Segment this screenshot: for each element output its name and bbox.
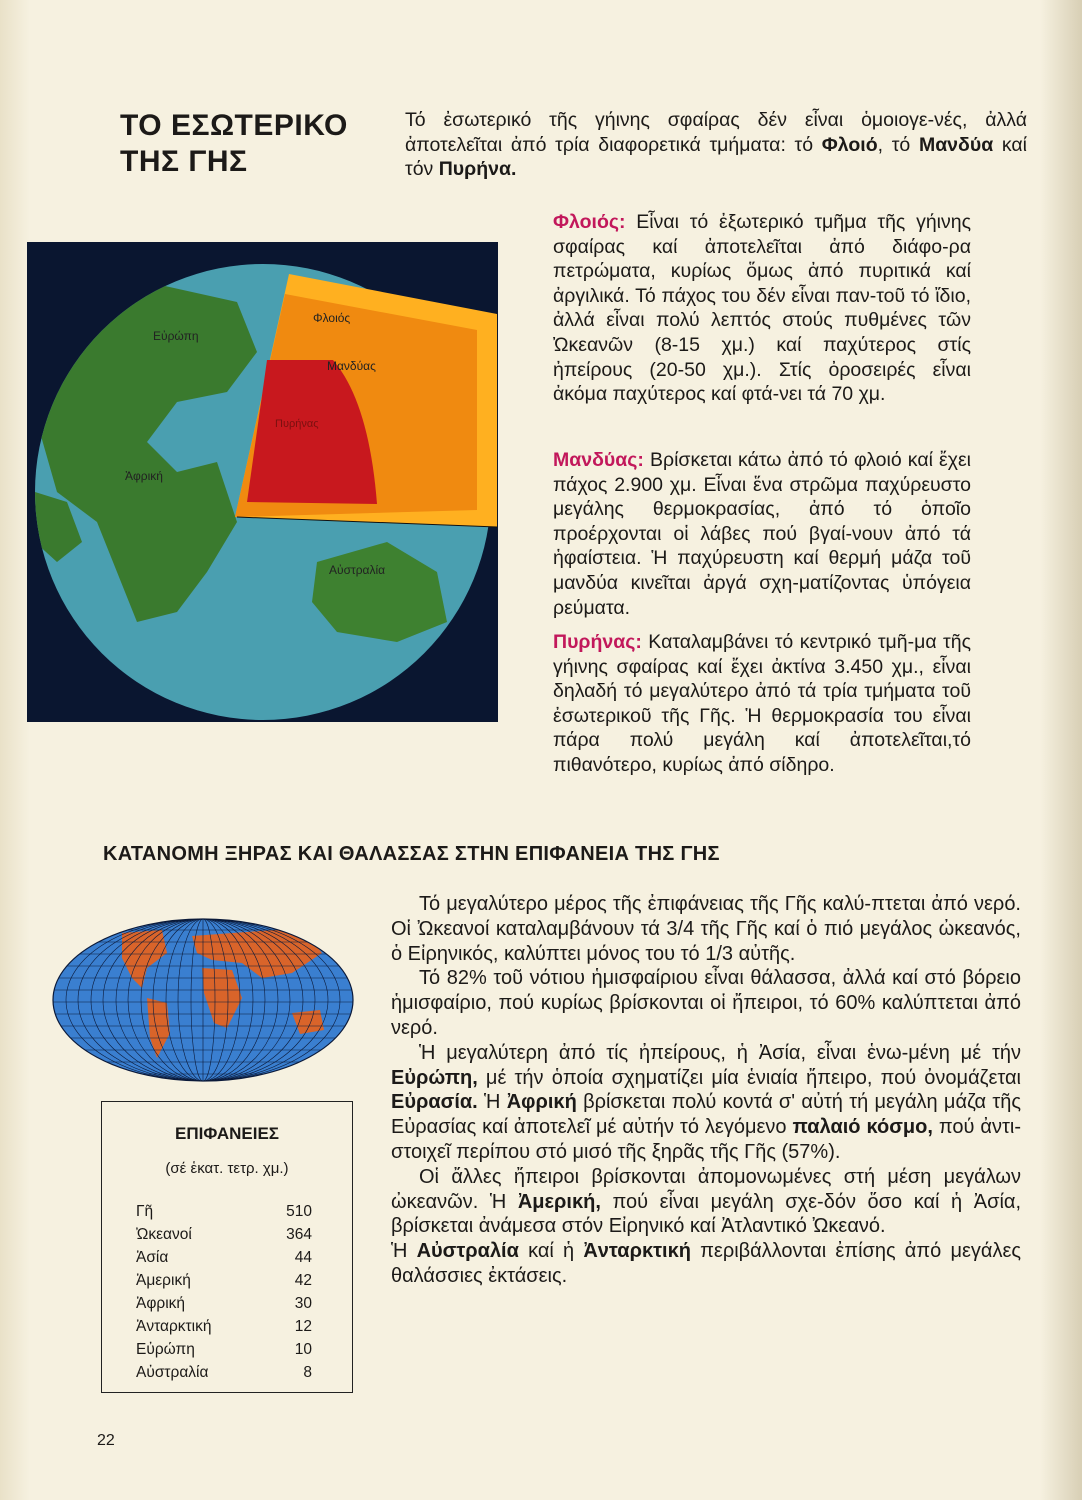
row-name: Ἀμερική [136, 1272, 191, 1289]
row-value: 10 [294, 1341, 312, 1358]
p4-text-a: Οἱ ἄλλες ἤπειροι βρίσκονται ἀπομονωμένες στή μέση μεγάλων ὠκεανῶν. Ἡ [391, 1165, 1021, 1213]
crust-term: Φλοιός: [553, 211, 626, 233]
intro-paragraph [405, 108, 1027, 182]
table-row [136, 1203, 312, 1225]
table-row [136, 1272, 312, 1294]
mantle-term: Μανδύας: [553, 449, 644, 471]
p3-text-d: Ἡ [477, 1091, 507, 1114]
p3-bold-africa: Ἀφρική [506, 1091, 577, 1114]
crust-text: Εἶναι τό ἐξωτερικό τμῆμα τῆς γήινης σφαίρας καί ἀποτελεῖται ἀπό διάφο-ρα πετρώματα, κυρίως ὅμως ἀπό πυριτικά καί ἀργιλικά. Τό πάχος του δέν εἶναι παν-τοῦ τό ἴδιο, ἀλλά εἶναι πολύ λεπτός στούς πυθμένες τῶν Ὠκεανῶν (8-15 χμ.) καί παχύτερος στίς ἠπείρους (20-50 χμ.). Στίς ὀροσειρές εἶναι ἀκόμα παχύτερος καί φτά-νει τά 70 χμ. [553, 211, 971, 406]
row-value: 8 [303, 1364, 312, 1381]
intro-text: Τό ἐσωτερικό τῆς γήινης σφαίρας δέν εἶναι ὁμοιογε-νές, ἀλλά ἀποτελεῖται ἀπό τρία διαφορετικά τμήματα: τό [405, 109, 1027, 156]
p5-text-a: Ἡ [391, 1240, 417, 1263]
mantle-text: Βρίσκεται κάτω ἀπό τό φλοιό καί ἔχει πάχος 2.900 χμ. Εἶναι ἕνα στρῶμα παχύρευστο μεγάλης θερμοκρασίας, ἀπό τό ὁποῖο προέρχονται οἱ λάβες πού βγαί-νουν ἀπό τά ἡφαίστεια. Ἡ παχύρευστη καί θερμή μάζα τοῦ μανδύα κινεῖται ἀργά σχη-ματίζοντας ὑπόγεια ρεύματα. [553, 449, 971, 619]
page-number: 22 [97, 1432, 115, 1449]
label-core: Πυρήνας [275, 418, 319, 430]
title-line-2: ΤΗΣ ΓΗΣ [120, 145, 248, 178]
row-name: Ἀφρική [136, 1295, 186, 1312]
intro-bold-crust: Φλοιό [821, 133, 878, 156]
row-name: Ἀσία [136, 1249, 169, 1266]
table-row [136, 1318, 312, 1340]
p5-bold-antarctica: Ἀνταρκτική [583, 1240, 691, 1263]
title-line-1: ΤΟ ΕΣΩΤΕΡΙΚΟ [120, 109, 348, 142]
earth-interior-illustration [27, 242, 498, 722]
table-unit: (σέ ἑκατ. τετρ. χμ.) [165, 1160, 289, 1177]
core-paragraph [553, 630, 971, 778]
mantle-paragraph [553, 448, 971, 620]
intro-text-2: , τό [877, 133, 919, 156]
table-row [136, 1295, 312, 1317]
intro-bold-core: Πυρήνα. [438, 158, 517, 181]
crust-paragraph [553, 210, 971, 407]
row-name: Ὠκεανοί [136, 1226, 192, 1243]
p5-bold-australia: Αὐστραλία [416, 1240, 519, 1263]
label-australia: Αὐστραλία [329, 563, 386, 577]
row-name: Γῆ [136, 1203, 154, 1220]
row-value: 12 [294, 1318, 312, 1335]
section2-p5 [391, 1240, 1021, 1287]
row-value: 510 [286, 1203, 312, 1220]
p4-bold-america: Ἀμερική, [517, 1190, 601, 1213]
surface-area-table [101, 1101, 353, 1393]
p4-text-c: πού εἶναι μεγάλη σχε-δόν ὅσο καί ἡ Ἀσία, βρίσκεται ἀνάμεσα στόν Εἰρηνικό καί Ἀτλαντικό Ὠκεανό. [391, 1190, 1022, 1238]
table-row [136, 1341, 312, 1363]
p3-text-a: Ἡ μεγαλύτερη ἀπό τίς ἠπείρους, ἡ Ἀσία, εἶναι ἑνω-μένη μέ τήν [419, 1041, 1021, 1064]
section2-body [391, 892, 1021, 1289]
section-heading: ΚΑΤΑΝΟΜΗ ΞΗΡΑΣ ΚΑΙ ΘΑΛΑΣΣΑΣ ΣΤΗΝ ΕΠΙΦΑΝΕΙΑ ΤΗΣ ΓΗΣ [103, 843, 720, 865]
table-row [136, 1249, 312, 1271]
core-term: Πυρήνας: [553, 631, 642, 653]
earth-globe-svg [27, 242, 498, 722]
section2-p3 [391, 1041, 1021, 1165]
p3-bold-europe: Εὐρώπη, [391, 1066, 478, 1089]
table-title: ΕΠΙΦΑΝΕΙΕΣ [175, 1124, 279, 1143]
row-name: Αὐστραλία [136, 1364, 209, 1381]
section2-p2: Τό 82% τοῦ νότιου ἡμισφαίριου εἶναι θάλασσα, ἀλλά καί στό βόρειο ἡμισφαίριο, πού κυρίως βρίσκονται οἱ ἤπειροι, τό 60% καλύπτεται ἀπό νερό. [391, 967, 1021, 1039]
p3-text-f: πού ἀντι-στοιχεῖ περίπου στό μισό τῆς ξηρᾶς τῆς Γῆς (57%). [391, 1116, 1021, 1163]
row-value: 364 [286, 1226, 312, 1243]
row-value: 44 [294, 1249, 312, 1266]
core-text: Καταλαμβάνει τό κεντρικό τμῆ-μα τῆς γήινης σφαίρας καί ἔχει ἀκτίνα 3.450 χμ., εἶναι δηλαδή τό μεγαλύτερο ἀπό τά τρία τμήματα τοῦ ἐσωτερικοῦ τῆς Γῆς. Ἡ θερμοκρασία του εἶναι πάρα πολύ μεγάλη καί ἀποτελεῖται,τό πιθανότερο, κυρίως ἀπό σίδηρο. [553, 631, 971, 776]
p3-text-e: βρίσκεται πολύ κοντά σ' αὐτή τή μεγάλη μάζα τῆς Εὐρασίας καί ἀποτελεῖ μέ αὐτήν τό λεγόμενο [391, 1091, 1021, 1139]
row-value: 30 [294, 1295, 312, 1312]
p5-text-c: καί ἡ [518, 1240, 584, 1263]
label-africa: Ἀφρική [125, 469, 163, 483]
p3-bold-old-world: παλαιό κόσμο, [792, 1116, 933, 1139]
world-map-illustration [52, 918, 355, 1083]
section2-p4 [391, 1165, 1021, 1239]
row-value: 42 [294, 1272, 312, 1289]
intro-text-3: καί τόν [405, 133, 1027, 181]
intro-bold-mantle: Μανδύα [918, 133, 994, 156]
row-name: Ἀνταρκτική [136, 1318, 212, 1335]
label-crust: Φλοιός [313, 311, 351, 325]
world-map-svg [52, 918, 355, 1083]
p3-bold-eurasia: Εὐρασία. [391, 1091, 478, 1114]
section2-p1: Τό μεγαλύτερο μέρος τῆς ἐπιφάνειας τῆς Γῆς καλύ-πτεται ἀπό νερό. Οἱ Ὠκεανοί καταλαμβάνουν τά 3/4 τῆς Γῆς καί ὁ πιό μεγάλος ὠκεανός, ὁ Εἰρηνικός, καλύπτει μόνος του τό 1/3 αὐτῆς. [391, 893, 1021, 965]
label-mantle: Μανδύας [327, 359, 376, 373]
p3-text-c: μέ τήν ὁποία σχηματίζει μία ἑνιαία ἤπειρο, πού ὀνομάζεται [477, 1066, 1021, 1089]
p5-text-d: περιβάλλονται ἐπίσης ἀπό μεγάλες θαλάσσιες ἐκτάσεις. [391, 1240, 1022, 1287]
label-europe: Εὐρώπη [153, 329, 199, 343]
page-title [120, 108, 380, 180]
row-name: Εὐρώπη [136, 1341, 195, 1358]
table-row [136, 1364, 312, 1386]
table-row [136, 1226, 312, 1248]
